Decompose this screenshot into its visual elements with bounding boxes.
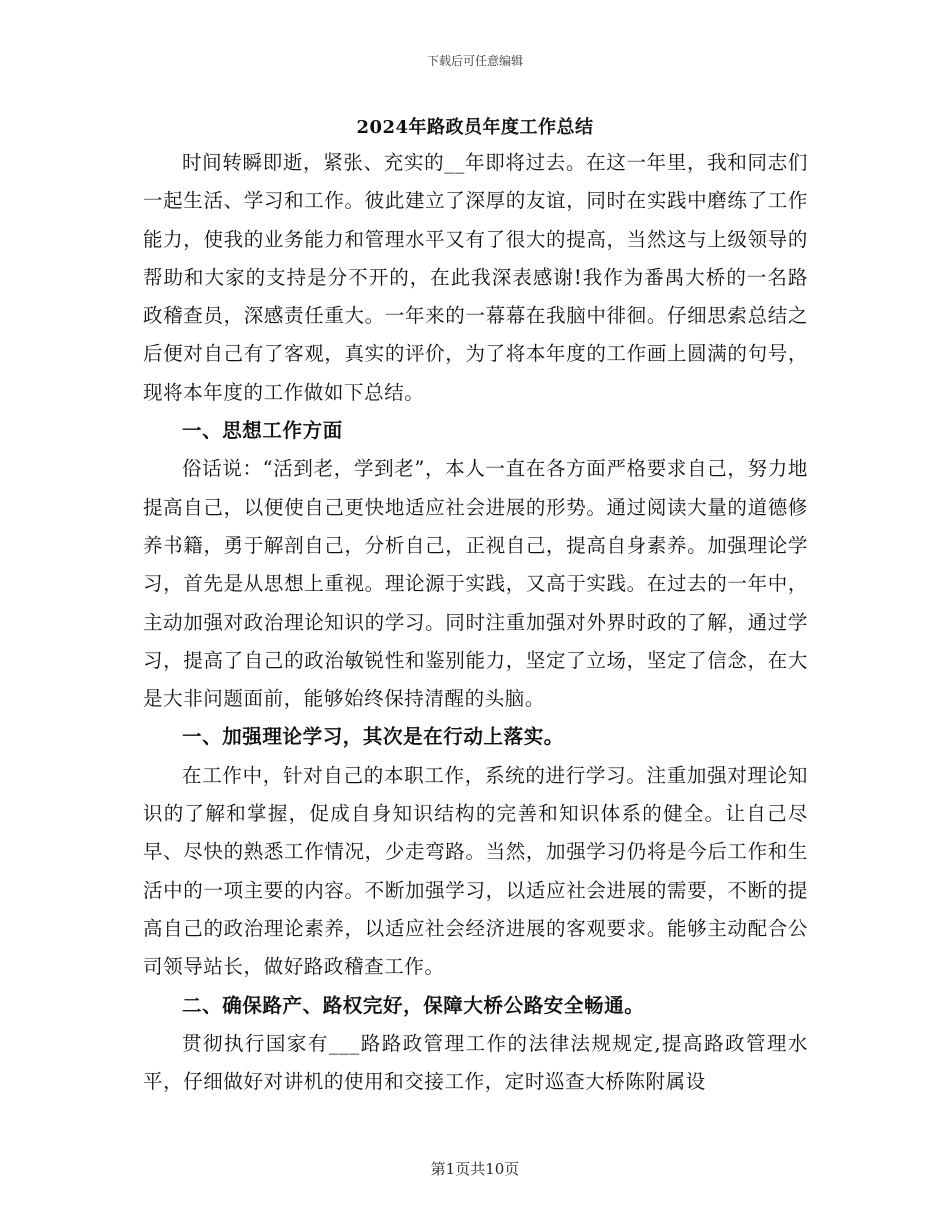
page-number: 第1页共10页 — [430, 1160, 520, 1178]
paragraph-road-safety: 贯彻执行国家有___路路政管理工作的法律法规规定,提高路政管理水平，仔细做好对讲机的使用和交接工作，定时巡查大桥陈附属设 — [143, 1031, 808, 1094]
paragraph-theory: 在工作中，针对自己的本职工作，系统的进行学习。注重加强对理论知识的了解和掌握，促成自身知识结构的完善和知识体系的健全。让自己尽早、尽快的熟悉工作情况，少走弯路。当然，加强学习仍将是今后工作和生活中的一项主要的内容。不断加强学习，以适应社会进展的需要，不断的提高自己的政治理论素养，以适应社会经济进展的客观要求。能够主动配合公司领导站长，做好路政稽查工作。 — [143, 763, 808, 979]
document-title: 2024年路政员年度工作总结 — [356, 117, 594, 138]
section-heading-road-safety: 二、确保路产、路权完好，保障大桥公路安全畅通。 — [182, 993, 645, 1017]
paragraph-thought: 俗话说：“活到老，学到老”，本人一直在各方面严格要求自己，努力地提高自己，以便使自己更快地适应社会进展的形势。通过阅读大量的道德修养书籍，勇于解剖自己，分析自己，正视自己，提高自身素养。加强理论学习，首先是从思想上重视。理论源于实践，又高于实践。在过去的一年中，主动加强对政治理论知识的学习。同时注重加强对外界时政的了解，通过学习，提高了自己的政治敏锐性和鉴别能力，坚定了立场，坚定了信念，在大是大非问题面前，能够始终保持清醒的头脑。 — [143, 457, 808, 711]
page-header: 下载后可任意编辑 — [426, 54, 523, 68]
section-heading-theory: 一、加强理论学习，其次是在行动上落实。 — [182, 725, 564, 749]
document-body — [143, 144, 808, 1101]
section-heading-thought: 一、思想工作方面 — [182, 419, 343, 443]
paragraph-intro: 时间转瞬即逝，紧张、充实的__年即将过去。在这一年里，我和同志们一起生活、学习和工作。彼此建立了深厚的友谊，同时在实践中磨练了工作能力，使我的业务能力和管理水平又有了很大的提高，当然这与上级领导的帮助和大家的支持是分不开的，在此我深表感谢!我作为番禺大桥的一名路政稽查员，深感责任重大。一年来的一幕幕在我脑中徘徊。仔细思索总结之后便对自己有了客观，真实的评价，为了将本年度的工作画上圆满的句号，现将本年度的工作做如下总结。 — [143, 151, 808, 404]
